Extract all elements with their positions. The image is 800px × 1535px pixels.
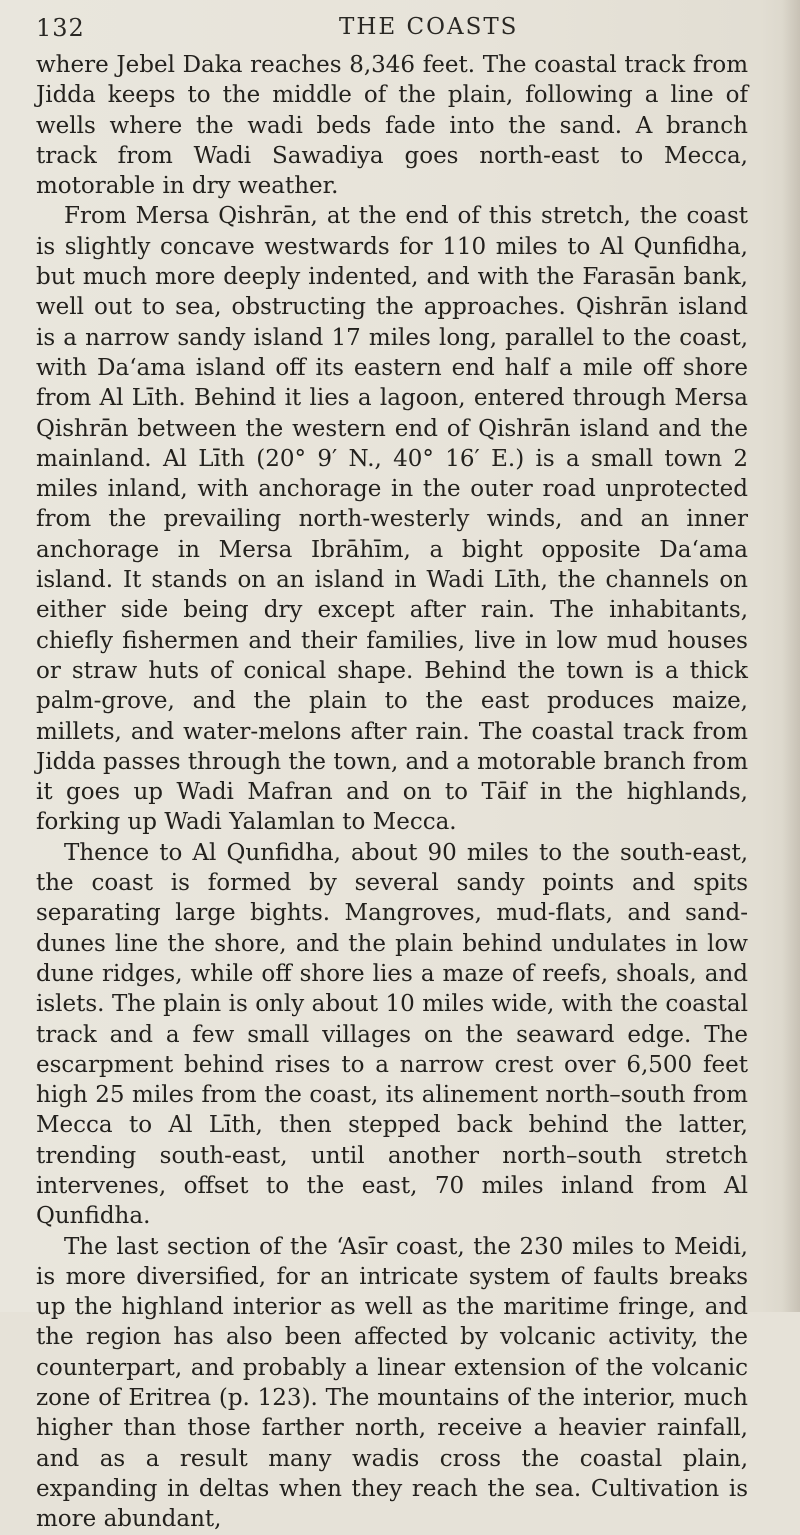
paragraph-1: where Jebel Daka reaches 8,346 feet. The coastal track from Jidda keeps to the middle of the plain, following a line of wells where the wadi beds fade into the sand. A branch track from Wadi Sawadiya goes north-east to Mecca, motorable in dry weather. <box>36 52 748 200</box>
paragraph-2: From Mersa Qishrān, at the end of this stretch, the coast is slightly concave westwards for 110 miles to Al Qunfidha, but much more deeply indented, and with the Farasān bank, well out to sea, obstructing the approaches. Qishrān island is a narrow sandy island 17 miles long, parallel to the coast, with Da‘ama island off its eastern end half a mile off shore from Al Līth. Behind it lies a lagoon, entered through Mersa Qishrān between the western end of Qishrān island and the mainland. Al Līth (20° 9′ N., 40° 16′ E.) is a small town 2 miles inland, with anchorage in the outer road unprotected from the prevailing north-westerly winds, and an inner anchorage in Mersa Ibrāhīm, a bight opposite Da‘ama island. It stands on an island in Wadi Līth, the channels on either side being dry except after rain. The inhabitants, chiefly fishermen and their families, live in low mud houses or straw huts of conical shape. Behind the town is a thick palm-grove, and the plain to the east produces maize, millets, and water-melons after rain. The coastal track from Jidda passes through the town, and a motorable branch from it goes up Wadi Mafran and on to Tāif in the highlands, forking up Wadi Yalamlan to Mecca. <box>36 203 749 836</box>
page-edge-shadow <box>782 0 800 1312</box>
paragraph-4: The last section of the ‘Asīr coast, the 230 miles to Meidi, is more diversified, for an intricate system of faults breaks up the highland interior as well as the maritime fringe, and the region has also been affected by volcanic activity, the counterpart, and probably a linear extension of the volcanic zone of Eritrea (p. 123). The mountains of the interior, much higher than those farther north, receive a heavier rainfall, and as a result many wadis cross the coastal plain, expanding in deltas when they reach the sea. Cultivation is more abundant, <box>36 1233 748 1533</box>
paragraph-3: Thence to Al Qunfidha, about 90 miles to the south-east, the coast is formed by several sandy points and spits separating large bights. Mangroves, mud-flats, and sand-dunes line the shore, and the plain behind undulates in low dune ridges, while off shore lies a maze of reefs, shoals, and islets. The plain is only about 10 miles wide, with the coastal track and a few small villages on the seaward edge. The escarpment behind rises to a narrow crest over 6,500 feet high 25 miles from the coast, its alinement north–south from Mecca to Al Līth, then stepped back behind the latter, trending south-east, until another north–south stretch intervenes, offset to the east, 70 miles inland from Al Qunfidha. <box>36 839 748 1230</box>
running-title: THE COASTS <box>339 14 519 40</box>
running-header <box>36 14 736 50</box>
page-number: 132 <box>36 14 85 42</box>
